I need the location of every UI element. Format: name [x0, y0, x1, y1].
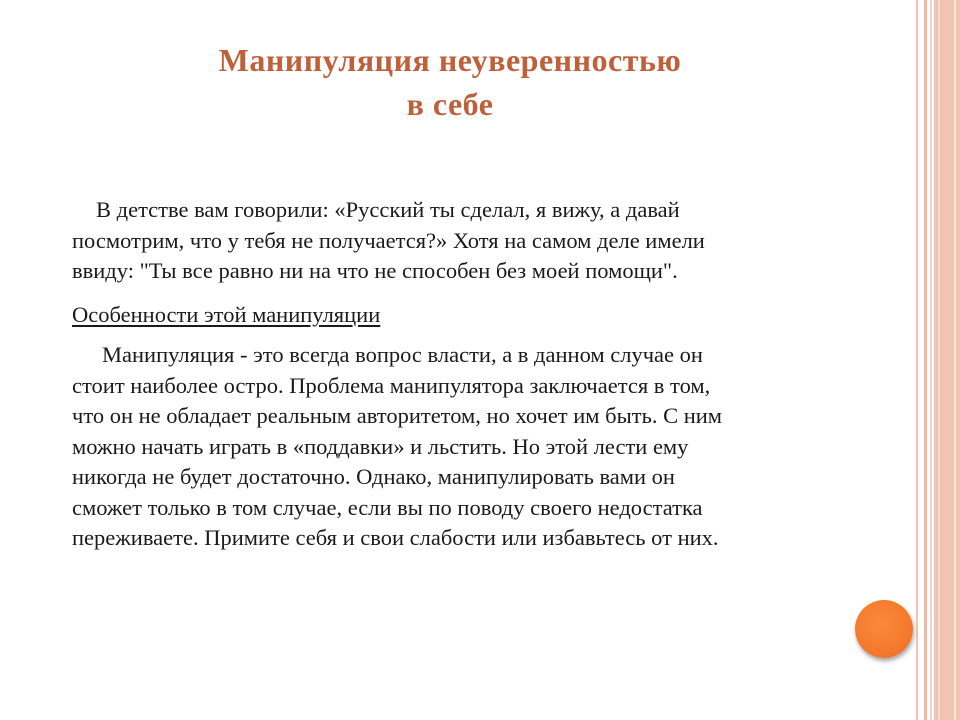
main-paragraph	[72, 340, 852, 554]
paragraph-line: посмотрим, что у тебя не получается?» Хотя на самом деле имели	[72, 227, 705, 253]
paragraph-line: стоит наиболее остро. Проблема манипулятора заключается в том,	[72, 372, 711, 398]
paragraph-line: никогда не будет достаточно. Однако, манипулировать вами он	[72, 464, 675, 489]
paragraph-line: можно начать играть в «поддавки» и льстить. Но этой лести ему	[72, 433, 689, 459]
paragraph-line: переживаете. Примите себя и свои слабости или избавьтесь от них.	[72, 525, 719, 550]
stripe	[930, 0, 932, 720]
stripe	[954, 0, 956, 720]
stripe	[938, 0, 940, 720]
title-line-2: в себе	[406, 86, 494, 122]
slide-title	[100, 38, 800, 126]
stripe	[916, 0, 918, 720]
stripe	[924, 0, 927, 720]
orange-circle-decoration	[855, 600, 913, 658]
section-subheading: Особенности этой манипуляции	[72, 302, 381, 327]
paragraph-line: В детстве вам говорили: «Русский ты сделал, я вижу, а давай	[96, 197, 680, 222]
decorative-stripes	[916, 0, 960, 720]
paragraph-line: что он не обладает реальным авторитетом, но хочет им быть. С ним	[72, 403, 723, 428]
title-line-1: Манипуляция неуверенностью	[218, 42, 682, 78]
paragraph-line: сможет только в том случае, если вы по поводу своего недостатка	[72, 494, 703, 520]
paragraph-line: ввиду: "Ты все равно ни на что не способен без моей помощи".	[72, 258, 678, 283]
intro-paragraph	[72, 195, 852, 287]
paragraph-line: Манипуляция - это всегда вопрос власти, а в данном случае он	[102, 342, 703, 367]
